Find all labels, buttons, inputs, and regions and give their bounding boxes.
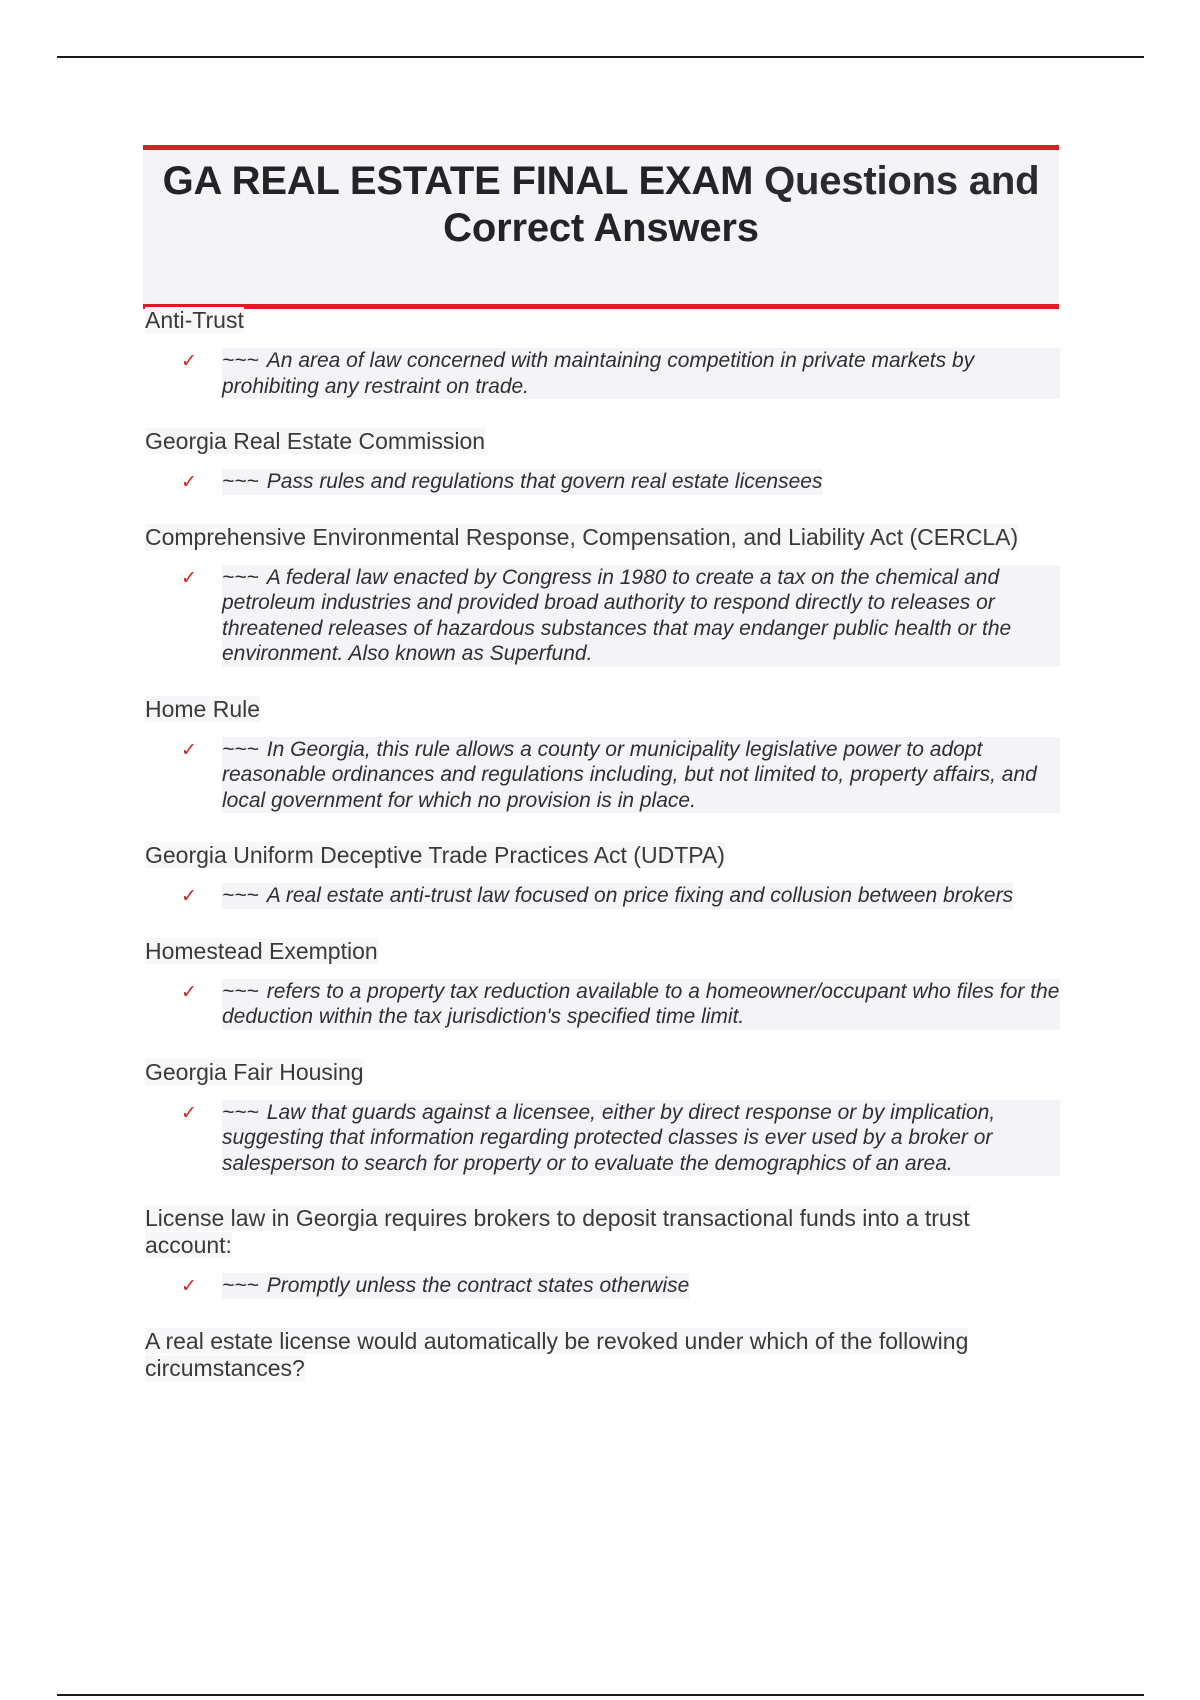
answer-text: ~~~ A real estate anti-trust law focused on price fixing and collusion between brokers — [222, 884, 1014, 907]
title-line-1: GA REAL ESTATE FINAL EXAM — [162, 159, 754, 203]
question-term: Comprehensive Environmental Response, Compensation, and Liability Act (CERCLA) — [145, 523, 1019, 550]
answer-prefix: ~~~ — [222, 349, 259, 372]
qa-entry — [145, 1328, 1060, 1382]
qa-list — [145, 307, 1060, 1411]
checkmark-icon: ✓ — [181, 566, 197, 589]
answer-row — [145, 1100, 1060, 1177]
qa-entry — [145, 938, 1060, 1030]
question-term: A real estate license would automatically be revoked under which of the following circumstances? — [145, 1327, 969, 1381]
page-footer-rule — [57, 1694, 1144, 1696]
qa-entry — [145, 428, 1060, 495]
qa-entry — [145, 524, 1060, 667]
answer-text: ~~~ An area of law concerned with maintaining competition in private markets by prohibiting any restraint on trade. — [222, 348, 1060, 399]
checkmark-icon: ✓ — [181, 1275, 197, 1297]
answer-row — [145, 737, 1060, 814]
answer-row — [145, 565, 1060, 667]
answer-text: ~~~ In Georgia, this rule allows a county or municipality legislative power to adopt reasonable ordinances and regulations including, but not limited to, property affairs, and local government for which no provision is in place. — [222, 737, 1060, 814]
answer-prefix: ~~~ — [222, 1274, 259, 1297]
question-term: Home Rule — [145, 695, 261, 722]
checkmark-icon: ✓ — [181, 738, 197, 761]
qa-entry — [145, 842, 1060, 909]
question-term: Georgia Uniform Deceptive Trade Practices Act (UDTPA) — [145, 842, 725, 868]
question-term: Georgia Real Estate Commission — [145, 428, 486, 454]
answer-prefix: ~~~ — [222, 1100, 259, 1124]
question-term: Georgia Fair Housing — [145, 1058, 364, 1085]
answer-text: ~~~ Law that guards against a licensee, either by direct response or by implication, suggesting that information regarding protected classes is ever used by a broker or salesperson to search for property or to evaluate the demographics of an area. — [222, 1100, 1060, 1177]
answer-text: ~~~ A federal law enacted by Congress in 1980 to create a tax on the chemical and petroleum industries and provided broad authority to respond directly to releases or threatened releases of hazardous substances that may endanger public health or the environment. Also known as Superfund. — [222, 565, 1060, 667]
qa-entry — [145, 1205, 1060, 1299]
checkmark-icon: ✓ — [181, 350, 197, 372]
answer-prefix: ~~~ — [222, 979, 259, 1003]
answer-prefix: ~~~ — [222, 884, 259, 907]
answer-prefix: ~~~ — [222, 737, 259, 761]
title-line-2: Correct Answers — [443, 206, 759, 250]
checkmark-icon: ✓ — [181, 885, 197, 907]
document-title — [143, 150, 1059, 252]
answer-prefix: ~~~ — [222, 470, 259, 493]
checkmark-icon: ✓ — [181, 471, 197, 493]
answer-row — [145, 1273, 1060, 1299]
qa-entry — [145, 696, 1060, 814]
answer-text: ~~~ Promptly unless the contract states otherwise — [222, 1274, 690, 1297]
answer-row — [145, 979, 1060, 1030]
checkmark-icon: ✓ — [181, 1101, 197, 1124]
answer-row — [145, 469, 1060, 495]
answer-prefix: ~~~ — [222, 565, 259, 589]
answer-row — [145, 883, 1060, 909]
answer-text: ~~~ refers to a property tax reduction available to a homeowner/occupant who files for the deduction within the tax jurisdiction's specified time limit. — [222, 979, 1060, 1028]
qa-entry — [145, 1059, 1060, 1177]
question-term: Anti-Trust — [145, 307, 244, 333]
answer-text: ~~~ Pass rules and regulations that govern real estate licensees — [222, 470, 823, 493]
title-line-1-rest: Questions and — [764, 159, 1040, 203]
checkmark-icon: ✓ — [181, 980, 197, 1003]
qa-entry — [145, 307, 1060, 399]
page-header-rule — [57, 56, 1144, 58]
title-banner — [143, 145, 1059, 309]
answer-row — [145, 348, 1060, 399]
question-term: Homestead Exemption — [145, 937, 378, 964]
question-term: License law in Georgia requires brokers to deposit transactional funds into a trust account: — [145, 1205, 970, 1258]
